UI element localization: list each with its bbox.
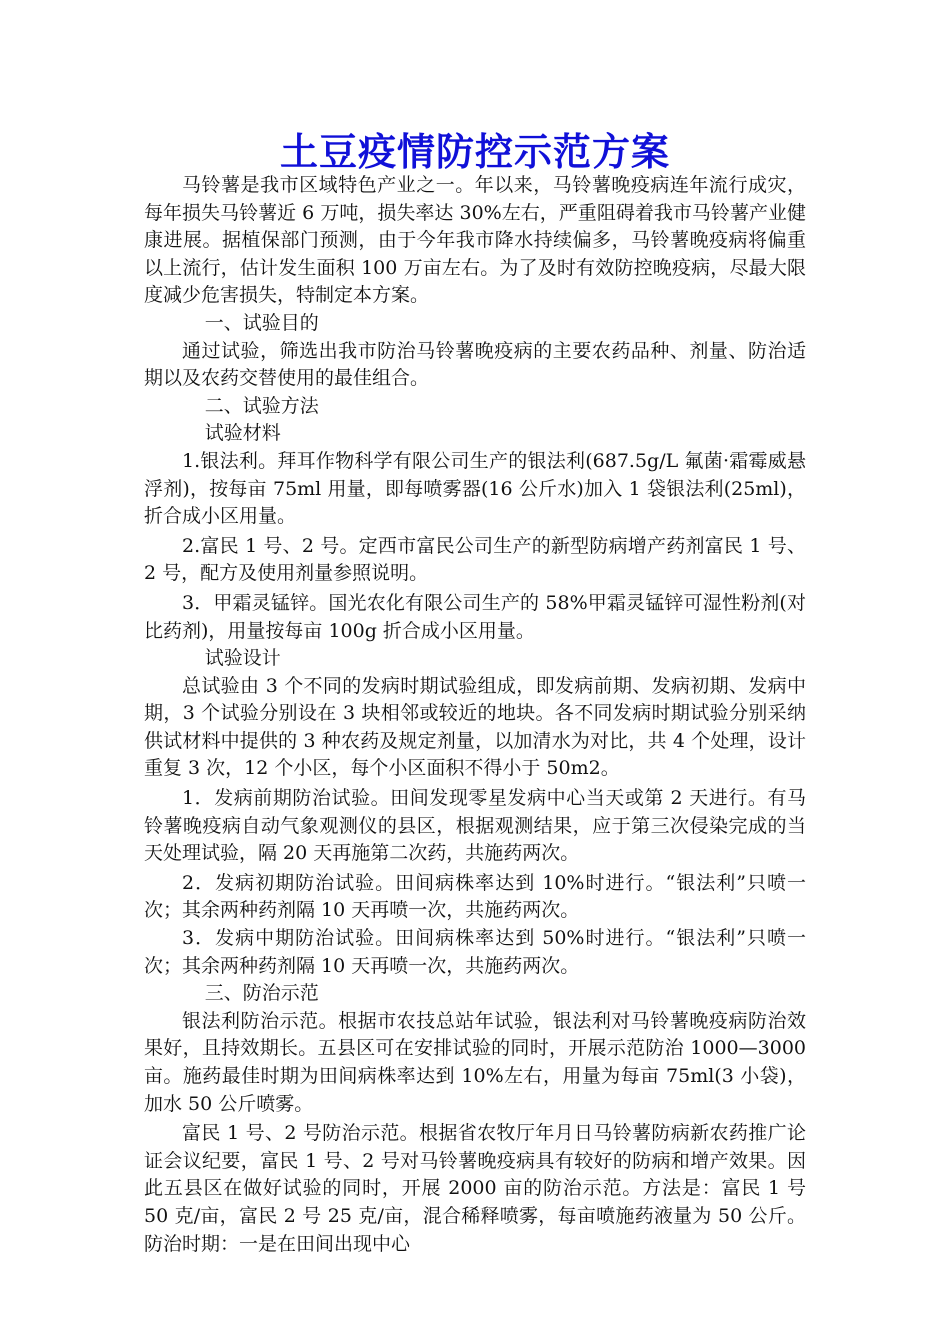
- paragraph-demo-2: 富民 1 号、2 号防治示范。根据省农牧厅年月日马铃薯防病新农药推广论证会议纪要，富民 1 号、2 号对马铃薯晚疫病具有较好的防病和增产效果。因此五县区在做好试验的同时，开展 2000 亩的防治示范。方法是：富民 1 号 50 克/亩，富民 2 号 25 克/亩，混合稀释喷雾，每亩喷施药液量为 50 公斤。防治时期：一是在田间出现中心: [144, 1122, 806, 1255]
- paragraph-material-3: 3．甲霜灵锰锌。国光农化有限公司生产的 58%甲霜灵锰锌可湿性粉剂(对比药剂)，用量按每亩 100g 折合成小区用量。: [144, 591, 806, 642]
- paragraph-material-1: 1.银法利。拜耳作物科学有限公司生产的银法利(687.5g/L 氟菌·霜霉威悬浮剂)，按每亩 75ml 用量，即每喷雾器(16 公斤水)加入 1 袋银法利(25ml)，折合成小区用量。: [144, 449, 806, 528]
- paragraph-intro: 马铃薯是我市区域特色产业之一。年以来，马铃薯晚疫病连年流行成灾，每年损失马铃薯近 6 万吨，损失率达 30%左右，严重阻碍着我市马铃薯产业健康进展。据植保部门预测，由于今年我市降水持续偏多，马铃薯晚疫病将偏重以上流行，估计发生面积 100 万亩左右。为了及时有效防控晚疫病，尽最大限度减少危害损失，特制定本方案。: [144, 174, 806, 307]
- paragraph-purpose: 通过试验，筛选出我市防治马铃薯晚疫病的主要农药品种、剂量、防治适期以及农药交替使用的最佳组合。: [144, 339, 806, 390]
- paragraph-design-3: 3．发病中期防治试验。田间病株率达到 50%时进行。“银法利”只喷一次；其余两种药剂隔 10 天再喷一次，共施药两次。: [144, 927, 806, 977]
- paragraph-design-1: 1．发病前期防治试验。田间发现零星发病中心当天或第 2 天进行。有马铃薯晚疫病自动气象观测仪的县区，根据观测结果，应于第三次侵染完成的当天处理试验，隔 20 天再施第二次药，共施药两次。: [144, 787, 806, 865]
- section-heading-method: 二、试验方法: [204, 394, 319, 417]
- section-heading-demo: 三、防治示范: [204, 982, 319, 1005]
- subheading-design: 试验设计: [204, 647, 281, 670]
- paragraph-demo-1: 银法利防治示范。根据市农技总站年试验，银法利对马铃薯晚疫病防治效果好，且持效期长。五县区可在安排试验的同时，开展示范防治 1000—3000 亩。施药最佳时期为田间病株率达到 10%左右，用量为每亩 75ml(3 小袋)，加水 50 公斤喷雾。: [144, 1009, 806, 1115]
- subheading-materials: 试验材料: [204, 422, 281, 445]
- paragraph-design: 总试验由 3 个不同的发病时期试验组成，即发病前期、发病初期、发病中期，3 个试验分别设在 3 块相邻或较近的地块。各不同发病时期试验分别采纳供试材料中提供的 3 种农药及规定剂量，以加清水为对比，共 4 个处理，设计重复 3 次，12 个小区，每个小区面积不得小于 50m2。: [144, 674, 806, 780]
- document-title: 土豆疫情防控示范方案: [279, 129, 670, 174]
- document-body: [144, 172, 806, 1258]
- paragraph-material-2: 2.富民 1 号、2 号。定西市富民公司生产的新型防病增产药剂富民 1 号、2 号，配方及使用剂量参照说明。: [144, 534, 806, 585]
- paragraph-design-2: 2．发病初期防治试验。田间病株率达到 10%时进行。“银法利”只喷一次；其余两种药剂隔 10 天再喷一次，共施药两次。: [144, 871, 806, 922]
- section-heading-purpose: 一、试验目的: [204, 311, 319, 334]
